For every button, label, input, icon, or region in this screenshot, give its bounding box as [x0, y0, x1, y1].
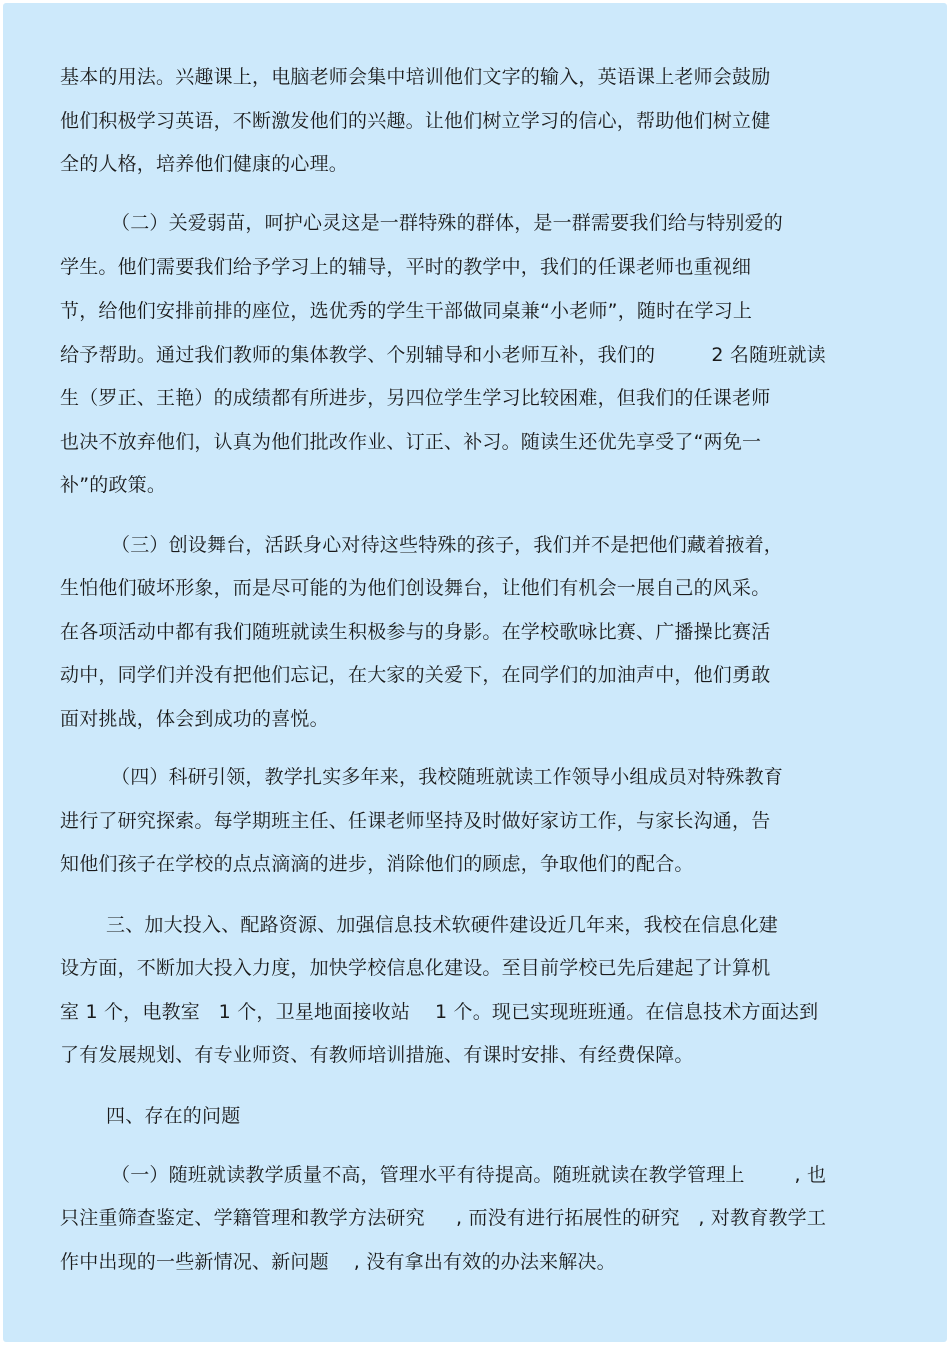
- text-line: 学生。他们需要我们给予学习上的辅导，平时的教学中，我们的任课老师也重视细: [60, 256, 752, 278]
- text-line: 面对挑战，体会到成功的喜悦。: [60, 708, 329, 730]
- document-page: [3, 3, 947, 1342]
- text-line: （四）科研引领，教学扎实多年来，我校随班就读工作领导小组成员对特殊教育: [111, 766, 784, 788]
- text-line: （二）关爱弱苗，呵护心灵这是一群特殊的群体，是一群需要我们给与特别爱的: [111, 212, 784, 234]
- text-line: 生怕他们破坏形象，而是尽可能的为他们创设舞台，让他们有机会一展自己的风采。: [60, 577, 771, 599]
- section-heading: 四、存在的问题: [106, 1105, 241, 1127]
- text-line: 作中出现的一些新情况、新问题 , 没有拿出有效的办法来解决。: [60, 1251, 616, 1273]
- text-line: 只注重筛查鉴定、学籍管理和教学方法研究 , 而没有进行拓展性的研究 , 对教育教学工: [60, 1207, 827, 1229]
- text-line: 全的人格，培养他们健康的心理。: [60, 153, 349, 175]
- text-line: 设方面，不断加大投入力度，加快学校信息化建设。至目前学校已先后建起了计算机: [60, 957, 771, 979]
- text-line: 补”的政策。: [60, 474, 167, 496]
- text-line: 动中，同学们并没有把他们忘记，在大家的关爱下，在同学们的加油声中，他们勇敢: [60, 664, 771, 686]
- text-line: 节，给他们安排前排的座位，选优秀的学生干部做同桌兼“小老师”，随时在学习上: [60, 300, 753, 322]
- text-line: 三、加大投入、配路资源、加强信息技术软硬件建设近几年来，我校在信息化建: [106, 914, 779, 936]
- text-line: 生（罗正、王艳）的成绩都有所进步，另四位学生学习比较困难，但我们的任课老师: [60, 387, 771, 409]
- text-line: 基本的用法。兴趣课上，电脑老师会集中培训他们文字的输入，英语课上老师会鼓励: [60, 66, 771, 88]
- text-line: 也决不放弃他们，认真为他们批改作业、订正、补习。随读生还优先享受了“两免一: [60, 431, 762, 453]
- text-line: 进行了研究探索。每学期班主任、任课老师坚持及时做好家访工作，与家长沟通，告: [60, 810, 771, 832]
- text-line: 在各项活动中都有我们随班就读生积极参与的身影。在学校歌咏比赛、广播操比赛活: [60, 621, 771, 643]
- text-line: 他们积极学习英语，不断激发他们的兴趣。让他们树立学习的信心，帮助他们树立健: [60, 110, 771, 132]
- text-line: 知他们孩子在学校的点点滴滴的进步，消除他们的顾虑，争取他们的配合。: [60, 853, 694, 875]
- text-line: 了有发展规划、有专业师资、有教师培训措施、有课时安排、有经费保障。: [60, 1044, 694, 1066]
- text-line: （一）随班就读教学质量不高，管理水平有待提高。随班就读在教学管理上 , 也: [111, 1164, 827, 1186]
- text-line: （三）创设舞台，活跃身心对待这些特殊的孩子，我们并不是把他们藏着掖着，: [111, 534, 784, 556]
- text-line: 给予帮助。通过我们教师的集体教学、个别辅导和小老师互补，我们的 2 名随班就读: [60, 344, 826, 366]
- text-line: 室 1 个，电教室 1 个，卫星地面接收站 1 个。现已实现班班通。在信息技术方面达到: [60, 1001, 819, 1023]
